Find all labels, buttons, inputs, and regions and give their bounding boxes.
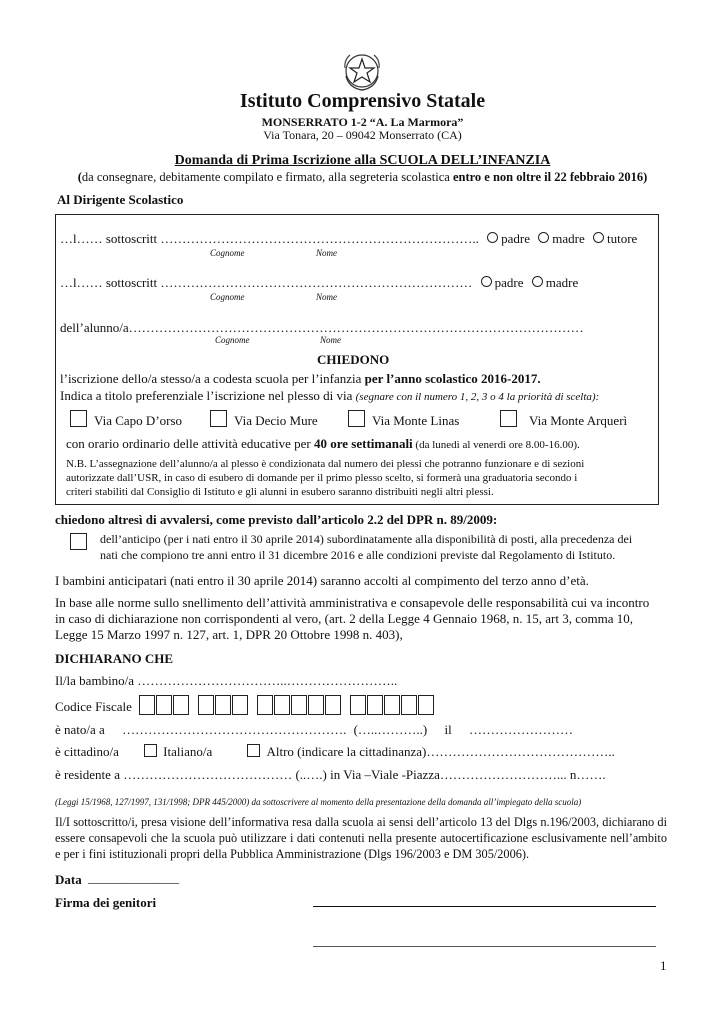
schedule-line [66, 436, 580, 452]
fiscal-code-box[interactable] [198, 695, 214, 715]
signature-line-1[interactable] [313, 906, 656, 907]
checkbox-icon[interactable] [210, 410, 227, 427]
fiscal-code-label: Codice Fiscale [55, 699, 132, 714]
fiscal-code-box[interactable] [325, 695, 341, 715]
birth-date-field[interactable]: …………………… [468, 722, 573, 737]
birth-label: è nato/a a [55, 722, 105, 737]
page-number: 1 [660, 958, 667, 973]
birth-row [55, 722, 573, 738]
parent2-surname-label: Cognome [210, 292, 245, 302]
anticipatari-note: I bambini anticipatari (nati entro il 30 aprile 2014) saranno accolti al compimento del terzo anno d’età. [55, 573, 589, 588]
school-address: Via Tonara, 20 – 09042 Monserrato (CA) [263, 128, 462, 142]
fiscal-code-box[interactable] [367, 695, 383, 715]
instructions [0, 170, 725, 185]
fiscal-code-box[interactable] [418, 695, 434, 715]
plesso-option[interactable] [70, 410, 182, 429]
plesso-option[interactable] [210, 410, 318, 429]
preference-text: Indica a titolo preferenziale l’iscrizione nel plesso di via [60, 388, 356, 403]
signature-line-2[interactable] [313, 946, 656, 947]
fiscal-code-box[interactable] [215, 695, 231, 715]
parent1-option-tutore: tutore [607, 231, 638, 246]
enroll-line [60, 371, 541, 387]
radio-icon[interactable] [481, 276, 492, 287]
fiscal-code-box[interactable] [156, 695, 172, 715]
radio-icon[interactable] [532, 276, 543, 287]
fiscal-code-box[interactable] [308, 695, 324, 715]
parent2-name-label: Nome [316, 292, 337, 302]
child-name-line[interactable]: Il/la bambino/a ……………………………..…………………….. [55, 673, 398, 688]
fiscal-code-box[interactable] [274, 695, 290, 715]
fiscal-code-row [55, 695, 435, 715]
instructions-paren: ( [77, 170, 82, 184]
schedule-text: con orario ordinario delle attività educative per [66, 436, 314, 451]
parent1-row [60, 231, 637, 247]
nb-line: criteri stabiliti dal Consiglio di Istituto e gli alunni in esubero saranno distribuiti negli altri plessi. [66, 486, 494, 498]
form-title: Domanda di Prima Iscrizione alla SCUOLA DELL’INFANZIA [174, 153, 551, 168]
fiscal-code-box[interactable] [291, 695, 307, 715]
citizenship-italian: Italiano/a [163, 744, 213, 759]
checkbox-icon[interactable] [144, 744, 157, 757]
checkbox-icon[interactable] [70, 533, 87, 550]
fiscal-code-box[interactable] [257, 695, 273, 715]
plesso-label: Via Decio Mure [234, 413, 318, 428]
student-name-label: Nome [320, 335, 341, 345]
parent1-name-label: Nome [316, 248, 337, 258]
plesso-option[interactable] [500, 410, 627, 429]
dichiarano-heading: DICHIARANO CHE [55, 651, 174, 666]
legal-line: In base alle norme sullo snellimento dell’attività amministrativa e consapevole delle responsabilità cui va incontro [55, 595, 650, 610]
enroll-year: per l’anno scolastico 2016-2017. [364, 371, 541, 386]
radio-icon[interactable] [593, 232, 604, 243]
fiscal-code-box[interactable] [384, 695, 400, 715]
anticipo-line: dell’anticipo (per i nati entro il 30 aprile 2014) subordinatamente alla disponibilità di posti, alla precedenza dei [100, 532, 633, 546]
parent2-line[interactable]: …l…… sottoscritt ……………………………………………………………… [60, 275, 473, 290]
student-surname-label: Cognome [215, 335, 250, 345]
checkbox-icon[interactable] [70, 410, 87, 427]
plesso-label: Via Capo D’orso [94, 413, 183, 428]
plesso-label: Via Monte Linas [372, 413, 460, 428]
preference-note: (segnare con il numero 1, 2, 3 o 4 la priorità di scelta): [355, 391, 600, 403]
citizenship-label: è cittadino/a [55, 744, 119, 759]
checkbox-icon[interactable] [247, 744, 260, 757]
date-label: Data [55, 872, 82, 887]
fiscal-code-box[interactable] [173, 695, 189, 715]
student-line[interactable]: dell’alunno/a…………………………………………………………………………………………… [60, 320, 584, 335]
radio-icon[interactable] [487, 232, 498, 243]
checkbox-icon[interactable] [500, 410, 517, 427]
instructions-mid: consegnare, debitamente compilato e firmato, alla segreteria scolastica [93, 170, 453, 184]
fiscal-code-box[interactable] [401, 695, 417, 715]
privacy-statement: Il/I sottoscritto/i, presa visione dell’informativa resa dalla scuola ai sensi dell’articolo 13 del Dlgs n.196/2003, dichiarano di essere consapevoli che la scuola può utilizzare i dati contenuti nella presente autocertificazione esclusivamente nell’ambito e per i fini istituzionali propri della Pubblica Amministrazione (Dlgs 196/2003 e DM 305/2006). [55, 815, 667, 861]
nb-line: autorizzate dall’USR, in caso di esubero di domande per il primo plesso scelto, si formerà una graduatoria secondo i [66, 472, 578, 484]
parent2-option-padre: padre [494, 275, 524, 290]
schedule-times: (da lunedì al venerdì ore 8.00-16.00). [412, 439, 580, 451]
school-title: Istituto Comprensivo Statale [239, 90, 486, 112]
fiscal-code-box[interactable] [232, 695, 248, 715]
checkbox-icon[interactable] [348, 410, 365, 427]
fiscal-code-input[interactable] [139, 699, 435, 714]
italian-republic-emblem-icon [341, 50, 383, 92]
fiscal-code-box[interactable] [350, 695, 366, 715]
birth-place-field[interactable]: ……………………………………………. [122, 722, 347, 737]
instructions-da: da [81, 170, 94, 184]
legal-line: in caso di dichiarazione non corrispondenti al vero, (art. 2 della Legge 4 Gennaio 1968, n. 15, art 3, comma 10, [55, 611, 633, 626]
parent1-line[interactable]: …l…… sottoscritt ……………………………………………………………….. [60, 231, 479, 246]
law-note: (Leggi 15/1968, 127/1997, 131/1998; DPR 445/2000) da sottoscrivere al momento della presentazione della domanda all’impiegato della scuola) [55, 797, 582, 807]
instructions-deadline: entro e non oltre il 22 febbraio 2016) [452, 170, 648, 184]
signature-label: Firma dei genitori [55, 895, 157, 910]
date-field[interactable]: ______________ [88, 870, 179, 885]
chiedono-heading: CHIEDONO [317, 352, 390, 367]
schedule-hours: 40 ore settimanali [313, 436, 413, 451]
parent1-option-madre: madre [552, 231, 585, 246]
nb-line: N.B. L’assegnazione dell’alunno/a al plesso è condizionata dal numero dei plessi che potranno funzionare e di sezioni [66, 458, 585, 470]
parent1-surname-label: Cognome [210, 248, 245, 258]
preference-line [60, 388, 599, 404]
plesso-option[interactable] [348, 410, 459, 429]
birth-province-field[interactable]: (…..………..) [353, 722, 428, 737]
citizenship-other[interactable]: Altro (indicare la cittadinanza)…………………………………….. [266, 744, 615, 759]
anticipo-line: nati che compiono tre anni entro il 31 dicembre 2016 e alle condizioni previste dal Regolamento di Istituto. [100, 548, 616, 562]
fiscal-code-box[interactable] [139, 695, 155, 715]
residence-line[interactable]: è residente a ………………………………… (..….) in Via –Viale -Piazza………………………... n……. [55, 767, 606, 782]
plesso-label: Via Monte Arquerì [529, 413, 628, 428]
school-subtitle: MONSERRATO 1-2 “A. La Marmora” [261, 115, 464, 129]
also-request: chiedono altresì di avvalersi, come previsto dall’articolo 2.2 del DPR n. 89/2009: [55, 512, 498, 527]
enroll-text: l’iscrizione dello/a stesso/a a codesta scuola per l’infanzia [60, 371, 365, 386]
legal-line: Legge 15 Marzo 1997 n. 127, art. 1, DPR 20 Ottobre 1998 n. 403), [55, 627, 403, 642]
parent2-row [60, 275, 578, 291]
addressee: Al Dirigente Scolastico [57, 192, 184, 207]
parent2-option-madre: madre [545, 275, 579, 290]
parent1-option-padre: padre [501, 231, 531, 246]
birth-date-label: il [444, 722, 452, 737]
citizenship-row [55, 744, 615, 760]
radio-icon[interactable] [538, 232, 549, 243]
